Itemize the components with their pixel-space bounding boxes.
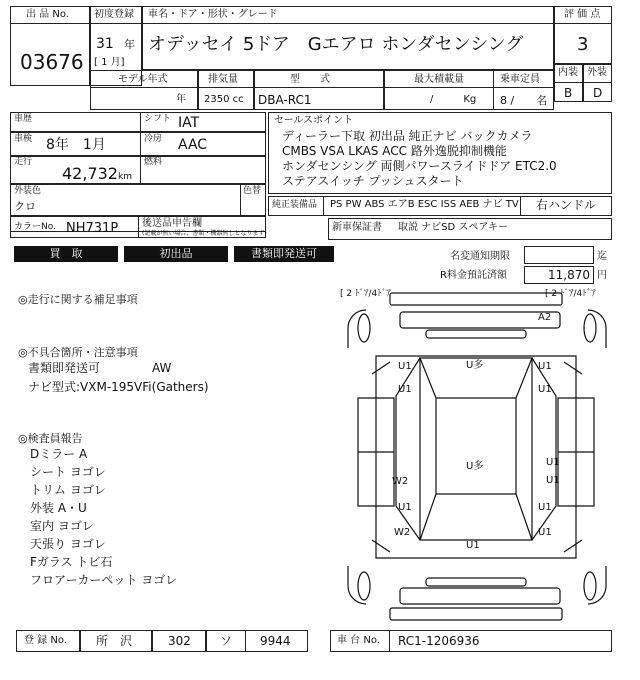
inspector-line-2: シート ヨゴレ [30,465,106,479]
inspector-line-7: Fガラス トビ石 [30,555,113,569]
colorno: NH731P [66,221,119,236]
steering: 右ハンドル [536,198,597,212]
recycle-label: R料金預託済額 [440,270,507,281]
type: DBA-RC1 [258,93,312,107]
sales-point-line-1: ディーラー下取 初出品 純正ナビ バックカメラ [282,129,533,143]
ext-color-label: 外装色 [14,186,42,196]
chassis-label: 車 台 No. [337,635,380,646]
damage-mark-u-many-roof: U多 [466,461,484,472]
displacement-label: 排気量 [208,74,238,85]
first-reg-label: 初度登録 [94,9,134,20]
aftermarket-label: 後送品申告欄 [142,218,202,229]
first-reg-year: 31 [96,36,114,52]
max-load-label: 最大積載量 [414,74,464,85]
name-change-label: 名変通知期限 [450,251,510,262]
badge-docs: 書類即発送可 [234,246,334,262]
badge-buy: 買 取 [14,246,118,262]
equipment-label: 純正装備品 [272,200,318,210]
mileage-row [10,156,266,184]
colorno-split [138,216,139,238]
colorno-label: カラーNo. [14,222,56,232]
damage-mark-u1-rr: U1 [538,502,552,513]
reg-number: 9944 [260,634,291,648]
damage-mark-u1-rf2: U1 [538,384,552,395]
ext-color: クロ [14,200,36,213]
reg-kana: ソ [220,634,233,648]
exterior-label: 外装 [587,67,607,78]
damage-mark-u1-rf: U1 [538,361,552,372]
inspector-line-8: フロアーカーペット ヨゴレ [30,573,178,587]
ac: AAC [178,137,208,153]
grade-divider [554,82,612,83]
damage-mark-u1-rr2: U1 [538,527,552,538]
reg-area: 所 沢 [96,634,133,648]
overall-grade: 3 [577,34,589,55]
sales-points-label: セールスポイント [274,115,354,126]
recycle-unit: 円 [597,270,607,281]
lot-number: 03676 [20,50,84,74]
exterior-grade: D [593,86,603,100]
reg-class: 302 [168,634,191,648]
defect-text-2: ナビ型式:VXM-195VFi(Gathers) [28,380,209,394]
mileage-label: 走行 [14,157,33,167]
capacity: 8 / 名 [500,94,548,107]
interior-grade: B [564,86,573,100]
mileage: 42,732 [62,164,118,183]
model-year-unit: 年 [176,94,186,105]
name-change-box [524,246,594,264]
inspector-line-5: 室内 ヨゴレ [30,519,94,533]
damage-mark-w2-ld: W2 [392,476,409,487]
inspector-line-4: 外装 A・U [30,501,87,515]
inspector-line-3: トリム ヨゴレ [30,483,106,497]
color-change-label: 色替 [243,186,262,196]
shift: IAT [178,115,200,131]
inspection-label: 車検 [14,134,33,144]
damage-mark-u1-lf2: U1 [398,384,412,395]
damage-mark-w2-lr: W2 [394,527,411,538]
car-damage-diagram [336,288,618,626]
recycle-value: 11,870 [548,268,590,282]
damage-mark-a2: A2 [538,312,552,323]
door-label-right: [ 2 ﾄﾞｱ/4ﾄﾞｱ [545,289,596,299]
name-change-unit: 迄 [597,251,607,262]
damage-mark-u1-lr: U1 [398,502,412,513]
inspector-line-6: 天張り ヨゴレ [30,537,106,551]
fuel-label: 燃料 [144,157,163,167]
door-label-left: [ 2 ﾄﾞｱ/4ﾄﾞｱ [340,289,391,299]
defect-text-1: 書類即発送可 [28,361,101,375]
first-reg-month: [ 1 月] [94,57,125,68]
ac-label: 冷房 [144,134,163,144]
mileage-unit: km [118,172,132,182]
lot-label: 出 品 No. [26,9,69,20]
damage-mark-u1-rd2: U1 [546,475,560,486]
inspector-line-1: Dミラー A [30,447,88,461]
defect-code-1: AW [152,361,172,375]
history-row [10,112,266,132]
ext-color-row [10,184,266,216]
history-label: 車歴 [14,114,33,124]
left-info-split [140,112,141,184]
displacement: 2350 cc [204,94,244,105]
damage-mark-u1-lf: U1 [398,361,412,372]
inspection: 8年 1月 [46,137,106,153]
capacity-label: 乗車定員 [500,74,540,85]
driving-notes-label: ◎走行に関する補足事項 [18,293,138,306]
grade-label: 評 価 点 [564,9,601,20]
shift-label: シフト [144,114,172,124]
damage-mark-u1-rd1: U1 [546,457,560,468]
year-unit: 年 [124,38,135,51]
chassis-number: RC1-1206936 [398,634,480,648]
type-label: 型 式 [290,74,330,85]
defects-label: ◎不具合箇所・注意事項 [18,346,138,359]
damage-mark-u1-trunk: U1 [466,540,480,551]
sales-point-line-2: CMBS VSA LKAS ACC 路外逸脱抑制機能 [282,144,507,158]
sales-point-line-4: ステアスイッチ プッシュスタート [282,174,464,188]
inspector-label: ◎検査員報告 [18,432,83,445]
badge-first-listing: 初出品 [124,246,228,262]
equipment-items: PS PW ABS エアB ESC ISS AEB ナビ TV [330,199,519,210]
car-name: オデッセイ 5ドア Gエアロ ホンダセンシング [148,34,524,55]
damage-mark-u-many-hood: U多 [466,360,484,371]
aftermarket-note: (記載が無い場合、書類・機器無しとなります) [142,230,267,237]
max-load: / Kg [430,94,477,105]
model-year-label: モデル年式 [118,74,168,85]
car-name-label: 車名・ドア・形状・グレード [148,9,278,20]
warranty-label: 新車保証書 [332,222,382,233]
warranty-items: 取説 ナビSD スペアキー [398,222,509,233]
sales-point-line-3: ホンダセンシング 両側パワースライドドア ETC2.0 [282,159,557,173]
reg-label: 登 録 No. [24,635,67,646]
interior-label: 内装 [558,67,578,78]
